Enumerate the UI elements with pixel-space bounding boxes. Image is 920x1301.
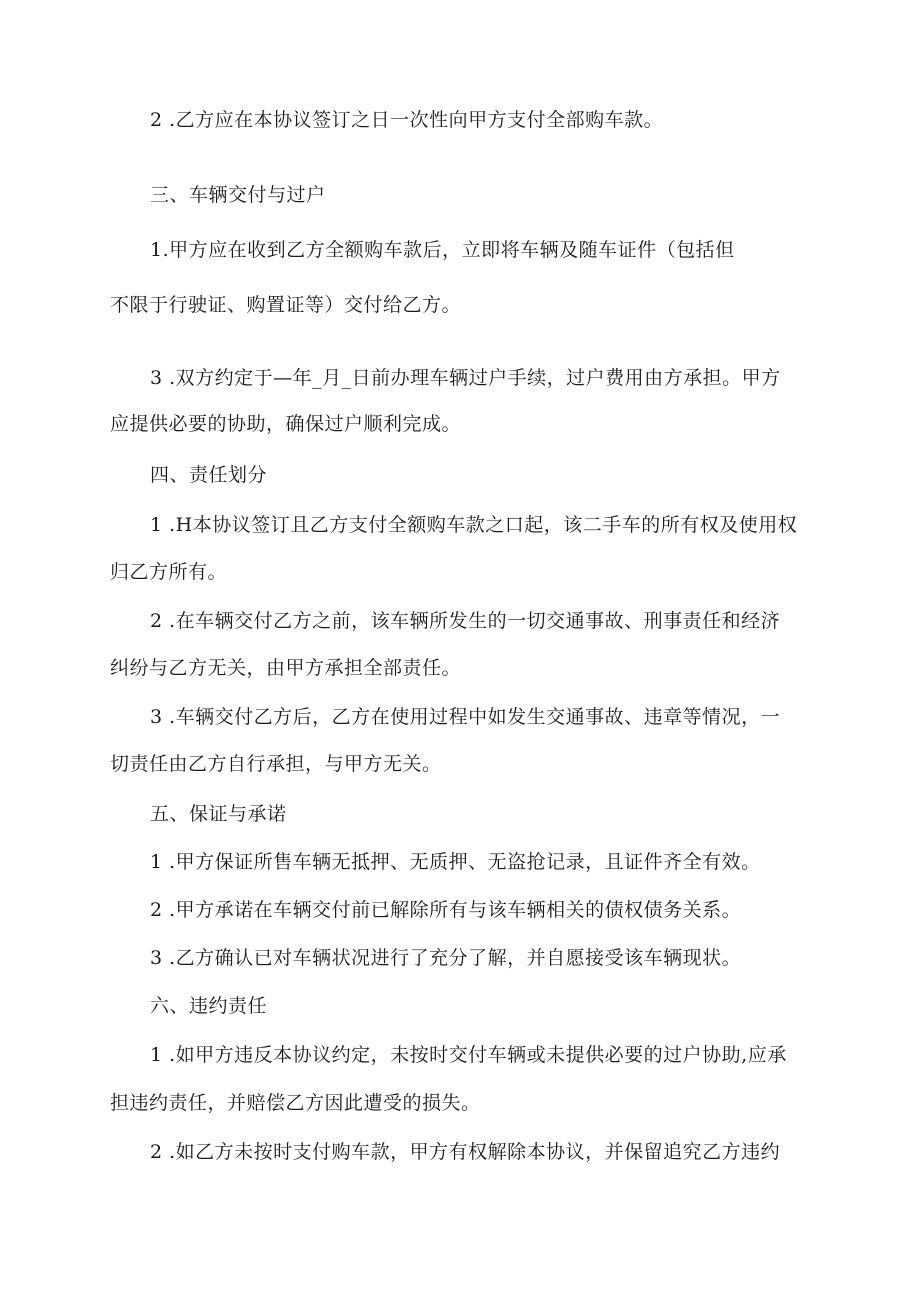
- clause-3-3-line-1: 3 .双方约定于—年_月_日前办理车辆过户手续，过户费用由方承担。甲方: [150, 367, 781, 389]
- clause-3-1-line-2: 不限于行驶证、购置证等）交付给乙方。: [110, 294, 462, 316]
- clause-4-3-line-1: 3 .车辆交付乙方后，乙方在使用过程中如发生交通事故、违章等情况，一: [150, 706, 781, 728]
- clause-4-1-line-2: 归乙方所有。: [110, 561, 228, 583]
- clause-2-payment: 2 .乙方应在本协议签订之日一次性向甲方支付全部购车款。: [150, 109, 664, 131]
- clause-5-3: 3 .乙方确认已对车辆状况进行了充分了解，并自愿接受该车辆现状。: [150, 947, 742, 969]
- clause-6-1-line-2: 担违约责任，并赔偿乙方因此遭受的损失。: [110, 1092, 481, 1114]
- clause-5-1: 1 .甲方保证所售车辆无抵押、无质押、无盗抢记录，且证件齐全有效。: [150, 851, 761, 873]
- clause-6-1-line-1: 1 .如甲方违反本协议约定，未按时交付车辆或未提供必要的过户协助,应承: [150, 1044, 787, 1066]
- clause-3-3-line-2: 应提供必要的协助，确保过户顺利完成。: [110, 413, 462, 435]
- clause-4-2-line-2: 纠纷与乙方无关，由甲方承担全部责任。: [110, 657, 462, 679]
- clause-3-1-line-1: 1.甲方应在收到乙方全额购车款后，立即将车辆及随车证件（包括但: [150, 239, 735, 261]
- clause-4-1-line-1: 1 .H本协议签订且乙方支付全额购车款之口起，该二手车的所有权及使用权: [150, 514, 798, 536]
- section-heading-3: 三、车辆交付与过户: [150, 184, 326, 206]
- section-heading-6: 六、违约责任: [150, 995, 268, 1017]
- section-heading-5: 五、保证与承诺: [150, 803, 287, 825]
- clause-6-2-line-1: 2 .如乙方未按时支付购车款，甲方有权解除本协议，并保留追究乙方违约: [150, 1141, 781, 1163]
- section-heading-4: 四、责任划分: [150, 464, 268, 486]
- clause-4-3-line-2: 切责任由乙方自行承担，与甲方无关。: [110, 753, 442, 775]
- clause-5-2: 2 .甲方承诺在车辆交付前已解除所有与该车辆相关的债权债务关系。: [150, 899, 742, 921]
- clause-4-2-line-1: 2 .在车辆交付乙方之前，该车辆所发生的一切交通事故、刑事责任和经济: [150, 610, 781, 632]
